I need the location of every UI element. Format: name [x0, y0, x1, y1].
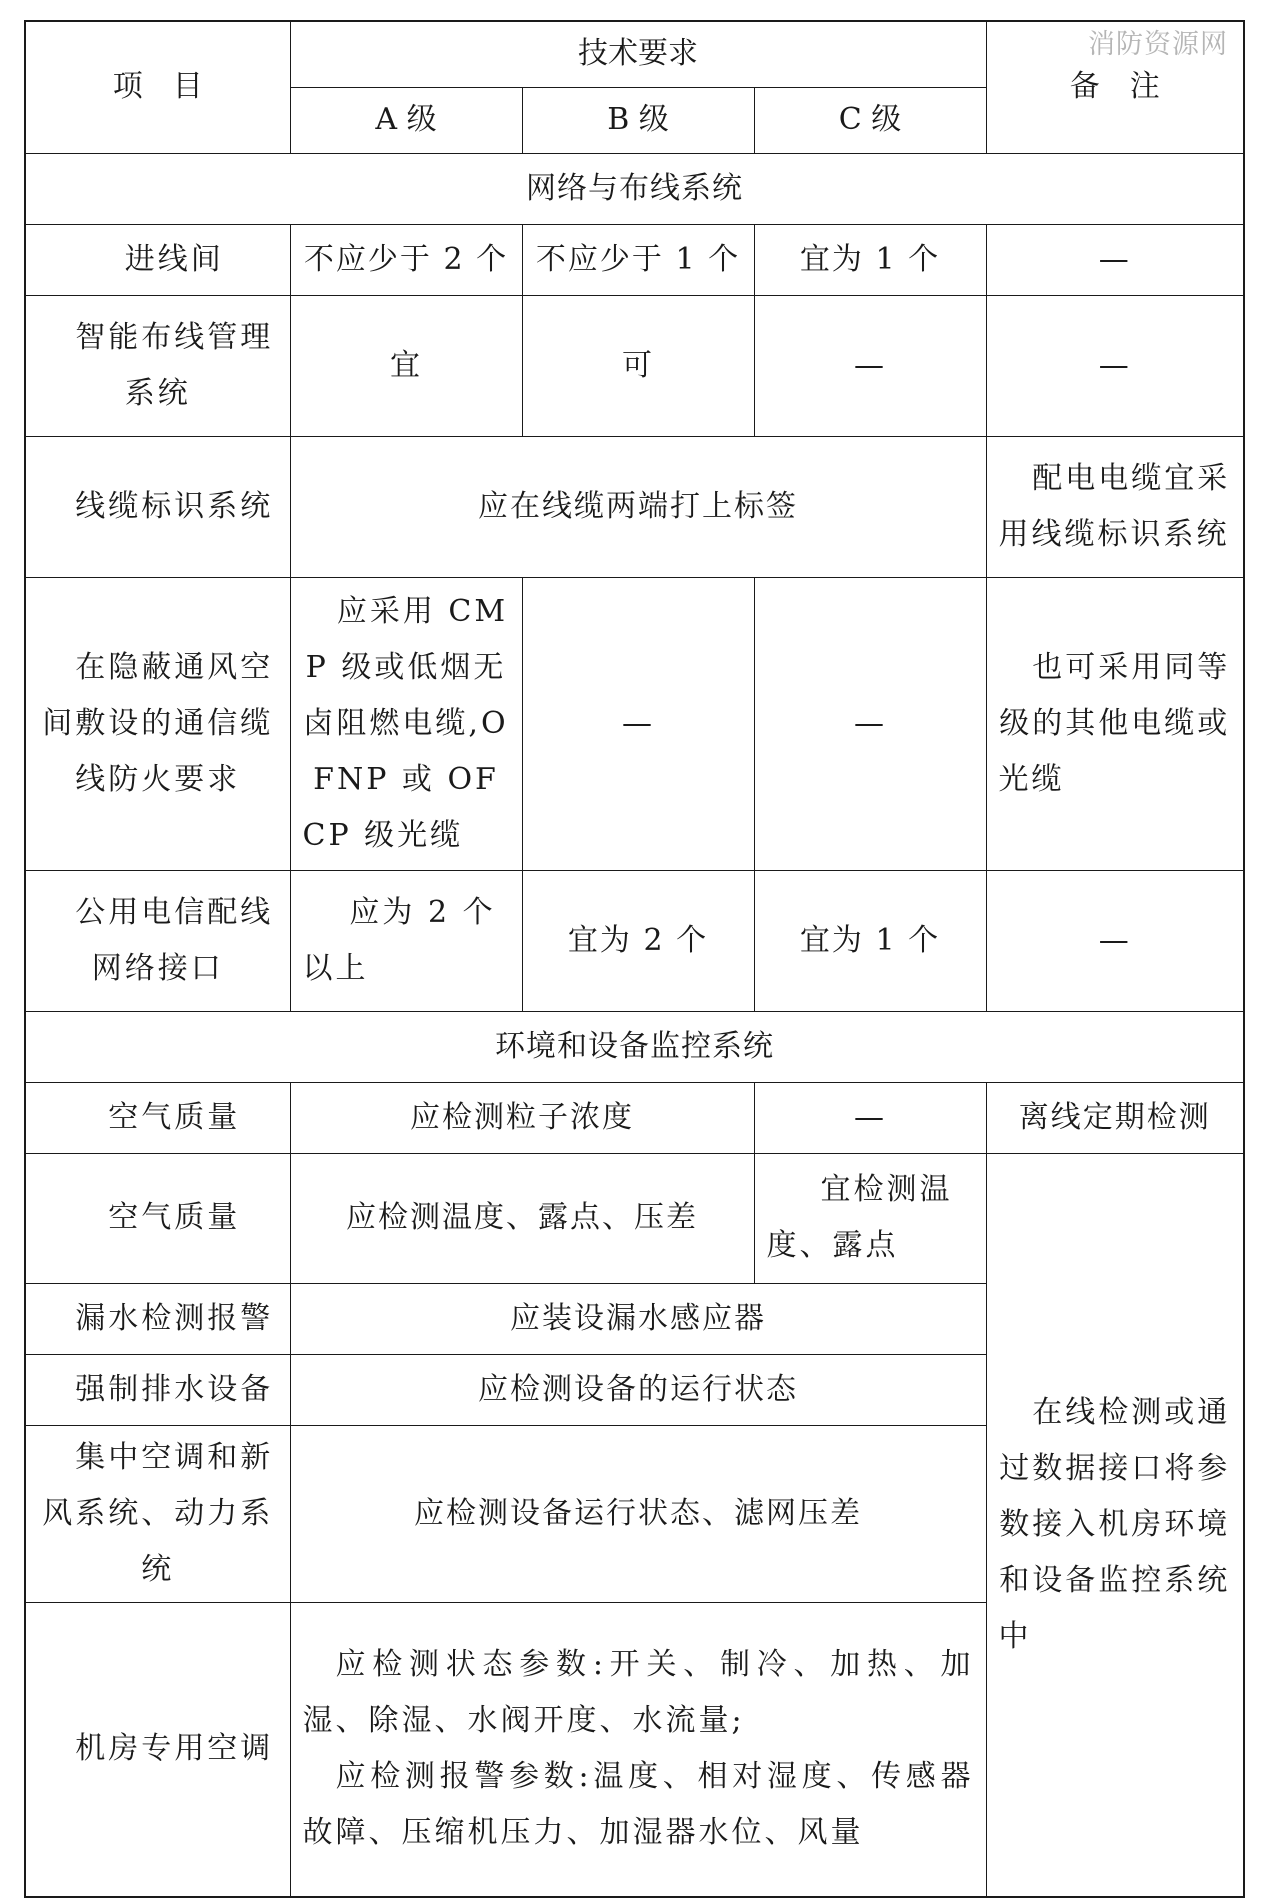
cell-abc: 应在线缆两端打上标签 [290, 436, 986, 577]
header-level-a: A 级 [290, 87, 522, 153]
row-item: 进线间 [25, 224, 290, 295]
shared-remark: 在线检测或通过数据接口将参数接入机房环境和设备监控系统中 [986, 1153, 1244, 1897]
row-item: 机房专用空调 [25, 1602, 290, 1897]
cell-b: 可 [522, 295, 754, 436]
row-item: 强制排水设备 [25, 1354, 290, 1425]
cell-c: — [754, 295, 986, 436]
section-title-row [25, 1011, 1244, 1082]
row-item: 空气质量 [25, 1082, 290, 1153]
header-level-c: C 级 [754, 87, 986, 153]
cell-c: — [754, 1082, 986, 1153]
row-item: 集中空调和新风系统、动力系统 [25, 1425, 290, 1602]
cell-remark: — [986, 224, 1244, 295]
cell-a: 应采用 CMP 级或低烟无卤阻燃电缆,OFNP 或 OFCP 级光缆 [290, 577, 522, 870]
cell-remark: — [986, 295, 1244, 436]
cell-abc: 应装设漏水感应器 [290, 1283, 986, 1354]
watermark: 消防资源网 [1088, 29, 1228, 60]
row-item: 在隐蔽通风空间敷设的通信缆线防火要求 [25, 577, 290, 870]
cell-abc [290, 1602, 986, 1897]
header-tech: 技术要求 [290, 21, 986, 87]
header-row-1 [25, 21, 1244, 87]
cell-c: 宜为 1 个 [754, 870, 986, 1011]
row-item: 公用电信配线网络接口 [25, 870, 290, 1011]
header-level-b: B 级 [522, 87, 754, 153]
status-params: 应检测状态参数:开关、制冷、加热、加湿、除湿、水阀开度、水流量; [302, 1647, 974, 1739]
cell-remark: 也可采用同等级的其他电缆或光缆 [986, 577, 1244, 870]
row-item: 漏水检测报警 [25, 1283, 290, 1354]
spec-table [24, 20, 1245, 1898]
cell-a: 不应少于 2 个 [290, 224, 522, 295]
cell-remark: — [986, 870, 1244, 1011]
row-item: 空气质量 [25, 1153, 290, 1283]
cell-c: 宜为 1 个 [754, 224, 986, 295]
cell-b: 宜为 2 个 [522, 870, 754, 1011]
section-title: 网络与布线系统 [25, 153, 1244, 224]
cell-abc: 应检测设备的运行状态 [290, 1354, 986, 1425]
table-row [25, 1082, 1244, 1153]
table-row [25, 870, 1244, 1011]
cell-ab: 应检测温度、露点、压差 [290, 1153, 754, 1283]
cell-b: 不应少于 1 个 [522, 224, 754, 295]
cell-ab: 应检测粒子浓度 [290, 1082, 754, 1153]
header-remark: 备 注 [986, 21, 1244, 153]
section-title: 环境和设备监控系统 [25, 1011, 1244, 1082]
table-row [25, 295, 1244, 436]
row-item: 线缆标识系统 [25, 436, 290, 577]
table-row [25, 224, 1244, 295]
cell-remark: 离线定期检测 [986, 1082, 1244, 1153]
table-row [25, 1153, 1244, 1283]
cell-b: — [522, 577, 754, 870]
alarm-params: 应检测报警参数:温度、相对湿度、传感器故障、压缩机压力、加湿器水位、风量 [302, 1759, 974, 1851]
cell-a: 宜 [290, 295, 522, 436]
row-item: 智能布线管理系统 [25, 295, 290, 436]
section-title-row [25, 153, 1244, 224]
table-row [25, 436, 1244, 577]
cell-remark: 配电电缆宜采用线缆标识系统 [986, 436, 1244, 577]
cell-c: — [754, 577, 986, 870]
cell-abc: 应检测设备运行状态、滤网压差 [290, 1425, 986, 1602]
header-item: 项 目 [25, 21, 290, 153]
cell-c: 宜检测温度、露点 [754, 1153, 986, 1283]
cell-a: 应为 2 个以上 [290, 870, 522, 1011]
table-row [25, 577, 1244, 870]
